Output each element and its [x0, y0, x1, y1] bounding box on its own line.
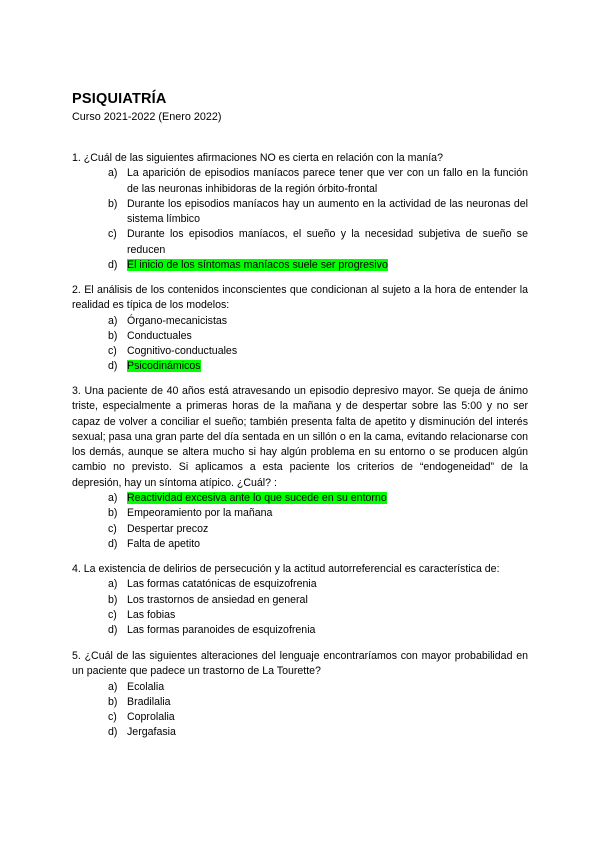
option-text: Cognitivo-conductuales [127, 345, 238, 358]
highlighted-answer: Psicodinámicos [127, 360, 201, 373]
question-text: 3. Una paciente de 40 años está atravesando un episodio depresivo mayor. Se queja de ánimo triste, especialmente a primeras horas de la mañana y de despertar sobre las 5:00 y no ser capaz de volver a conciliar el sueño; también presenta falta de apetito y disminución del interés sexual; pasa una gran parte del día sentada en un sillón o en la cama, evitando relacionarse con los demás, aunque se altera mucho si hay algún problema en su entorno o se producen algún cambio no previsto. Si aplicamos a esta paciente los criterios de “endogeneidad” de la depresión, hay un síntoma atípico. ¿Cuál? : [72, 385, 528, 489]
option-text: Falta de apetito [127, 537, 201, 550]
options-list [72, 577, 528, 638]
highlighted-answer: Reactividad excesiva ante lo que sucede en su entorno [127, 492, 387, 505]
option-c [72, 608, 528, 623]
option-b [72, 329, 528, 344]
options-list [72, 166, 528, 273]
option-text: Bradilalia [127, 695, 171, 708]
option-b [72, 506, 528, 521]
option-text: Despertar precoz [127, 522, 209, 535]
question-text: 1. ¿Cuál de las siguientes afirmaciones NO es cierta en relación con la manía? [72, 152, 443, 164]
options-list [72, 680, 528, 741]
option-letter: d) [108, 726, 118, 739]
option-text: Los trastornos de ansiedad en general [127, 593, 308, 606]
option-a [72, 577, 528, 592]
option-text: Jergafasia [127, 726, 176, 739]
option-d [72, 258, 528, 273]
option-letter: c) [108, 345, 117, 358]
question-1 [72, 151, 528, 273]
option-text: Coprolalia [127, 711, 175, 724]
option-text: Durante los episodios maníacos hay un aumento en la actividad de las neuronas del sistema límbico [127, 197, 528, 226]
option-letter: a) [108, 578, 118, 591]
question-3 [72, 384, 528, 552]
option-c [72, 227, 528, 258]
option-a [72, 314, 528, 329]
option-d [72, 537, 528, 552]
option-letter: a) [108, 492, 118, 505]
option-letter: d) [108, 624, 118, 637]
question-4 [72, 562, 528, 638]
option-text: Las formas paranoides de esquizofrenia [127, 624, 316, 637]
option-letter: b) [108, 695, 118, 708]
option-d [72, 725, 528, 740]
option-letter: a) [108, 680, 118, 693]
option-text: Empeoramiento por la mañana [127, 507, 273, 520]
question-text: 5. ¿Cuál de las siguientes alteraciones del lenguaje encontraríamos con mayor probabilidad en un paciente que padece un trastorno de La Tourette? [72, 650, 528, 678]
option-letter: b) [108, 329, 118, 342]
option-text: Las fobias [127, 608, 176, 621]
option-b [72, 695, 528, 710]
question-2 [72, 283, 528, 375]
option-letter: d) [108, 537, 118, 550]
option-c [72, 710, 528, 725]
options-list [72, 314, 528, 375]
option-text: Las formas catatónicas de esquizofrenia [127, 578, 317, 591]
question-text: 2. El análisis de los contenidos inconscientes que condicionan al sujeto a la hora de entender la realidad es típica de los modelos: [72, 284, 528, 312]
page-title: PSIQUIATRÍA [72, 91, 167, 107]
option-text: Ecolalia [127, 680, 165, 693]
option-letter: c) [108, 711, 117, 724]
option-letter: b) [108, 507, 118, 520]
option-letter: a) [108, 167, 118, 180]
option-text: Durante los episodios maníacos, el sueño y la necesidad subjetiva de sueño se reducen [127, 228, 528, 256]
course-subtitle: Curso 2021-2022 (Enero 2022) [72, 111, 222, 123]
option-letter: a) [108, 314, 118, 327]
option-letter: b) [108, 197, 118, 210]
question-text: 4. La existencia de delirios de persecución y la actitud autorreferencial es característica de: [72, 563, 500, 575]
option-letter: d) [108, 360, 118, 373]
question-5 [72, 649, 528, 741]
option-text: Órgano-mecanicistas [127, 314, 228, 327]
option-d [72, 359, 528, 374]
option-d [72, 623, 528, 638]
option-c [72, 522, 528, 537]
highlighted-answer: El inicio de los síntomas maníacos suele ser progresivo [127, 259, 388, 272]
option-letter: c) [108, 608, 117, 621]
option-c [72, 344, 528, 359]
options-list [72, 491, 528, 552]
option-letter: c) [108, 228, 117, 241]
option-letter: c) [108, 522, 117, 535]
option-a [72, 166, 528, 197]
option-b [72, 593, 528, 608]
option-a [72, 491, 528, 506]
option-letter: d) [108, 259, 118, 272]
option-letter: b) [108, 593, 118, 606]
option-text: Conductuales [127, 329, 192, 342]
option-b [72, 197, 528, 228]
option-text: La aparición de episodios maníacos parece tener que ver con un fallo en la función de las neuronas inhibidoras de la región órbito-frontal [127, 167, 528, 195]
option-a [72, 680, 528, 695]
